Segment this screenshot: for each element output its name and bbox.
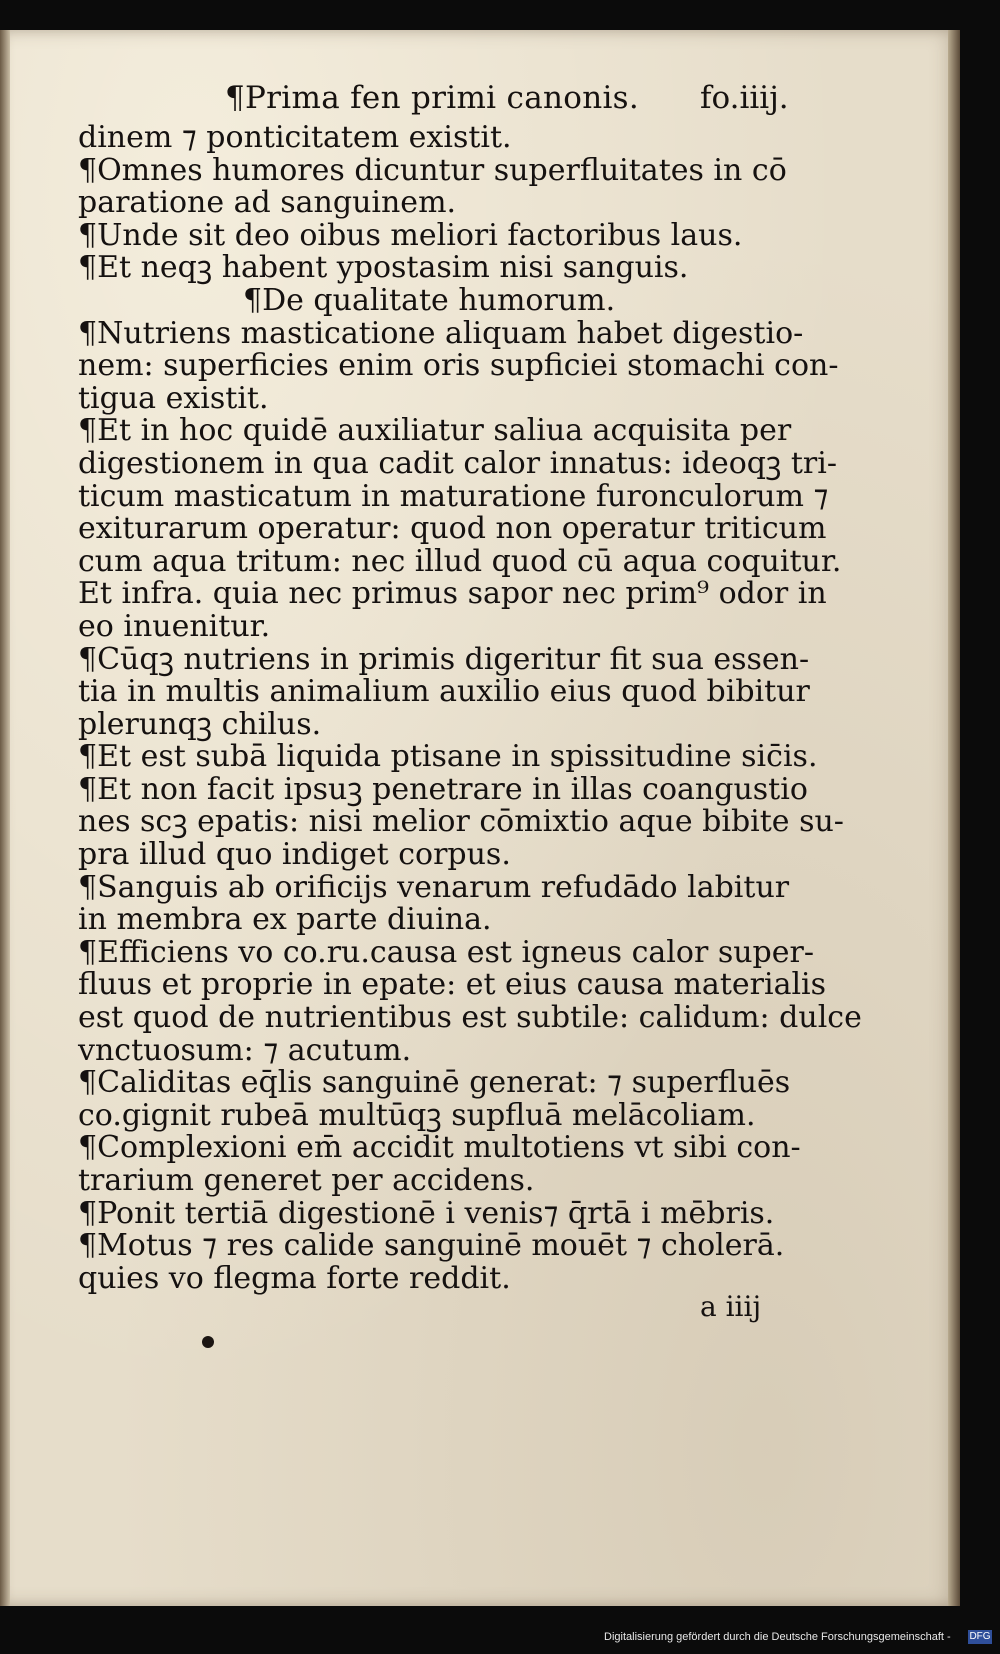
running-title: ¶Prima fen primi canonis. — [225, 80, 640, 116]
text-line: ¶Cūqꝫ nutriens in primis digeritur fit sua essen- — [78, 641, 810, 677]
text-line: ticum masticatum in maturatione furonculorum ⁊ — [78, 478, 829, 514]
text-line: ¶Complexioni em̄ accidit multotiens vt sibi con- — [78, 1130, 801, 1166]
text-line: dinem ⁊ ponticitatem existit. — [78, 120, 512, 155]
text-line: ¶Omnes humores dicuntur superfluitates in cō — [78, 152, 787, 188]
funding-credit: Digitalisierung gefördert durch die Deutsche Forschungsgemeinschaft - — [604, 1631, 951, 1643]
text-line: tigua existit. — [78, 380, 269, 416]
text-line: trarium generet per accidens. — [78, 1163, 535, 1198]
text-line: ¶Et neqꝫ habent ypostasim nisi sanguis. — [78, 250, 689, 286]
text-line: fluus et proprie in epate: et eius causa materialis — [78, 967, 827, 1003]
text-line: in membra ex parte diuina. — [78, 902, 492, 938]
text-line: cum aqua tritum: nec illud quod cū aqua coquitur. — [78, 543, 842, 579]
text-line: pra illud quo indiget corpus. — [78, 837, 511, 873]
text-line: exiturarum operatur: quod non operatur triticum — [78, 511, 827, 547]
text-line: quies vo flegma forte reddit. — [78, 1260, 511, 1296]
text-line: ¶Ponit tertiā digestionē i venis⁊ q̄rtā i mēbris. — [78, 1195, 775, 1231]
text-line: ¶Efficiens vo co.ru.causa est igneus calor super- — [78, 934, 814, 970]
text-line: ¶Nutriens masticatione aliquam habet digestio- — [78, 315, 804, 351]
dfg-logo: DFG — [969, 1631, 991, 1642]
text-line: ¶Et in hoc quidē auxiliatur saliua acquisita per — [78, 413, 792, 449]
text-line: paratione ad sanguinem. — [78, 185, 457, 221]
text-line: vnctuosum: ⁊ acutum. — [78, 1032, 412, 1068]
signature-mark: a iiij — [700, 1290, 762, 1323]
text-line: co.gignit rubeā multūqꝫ supfluā melācoliam. — [78, 1097, 756, 1133]
text-line: Et infra. quia nec primus sapor nec prim⁹ odor in — [78, 576, 827, 612]
text-line: digestionem in qua cadit calor innatus: ideoqꝫ tri- — [78, 445, 837, 481]
page-fore-edge — [948, 30, 960, 1606]
text-line: nem: superficies enim oris supficiei stomachi con- — [78, 348, 839, 384]
text-line: ¶Caliditas eq̄lis sanguinē generat: ⁊ superfluēs — [78, 1065, 791, 1101]
ink-spot — [202, 1336, 214, 1348]
text-line: ¶Unde sit deo oibus meliori factoribus laus. — [78, 217, 743, 253]
body-text — [78, 120, 862, 1296]
text-line: eo inuenitur. — [78, 608, 271, 644]
text-line: ¶Sanguis ab orificijs venarum refudādo labitur — [78, 869, 790, 905]
section-heading: ¶De qualitate humorum. — [243, 282, 616, 318]
page-gutter-edge — [0, 30, 10, 1606]
text-line: plerunqꝫ chilus. — [78, 706, 322, 742]
text-line: ¶Motus ⁊ res calide sanguinē mouēt ⁊ cholerā. — [78, 1228, 785, 1264]
text-line: ¶Et non facit ipsuꝫ penetrare in illas coangustio — [78, 771, 808, 807]
folio-number: fo.iiij. — [700, 80, 789, 116]
text-line: est quod de nutrientibus est subtile: calidum: dulce — [78, 1000, 862, 1036]
text-line: nes scꝫ epatis: nisi melior cōmixtio aque bibite su- — [78, 804, 844, 840]
text-line: ¶Et est subā liquida ptisane in spissitudine sic̄is. — [78, 739, 818, 775]
text-line: tia in multis animalium auxilio eius quod bibitur — [78, 674, 810, 710]
